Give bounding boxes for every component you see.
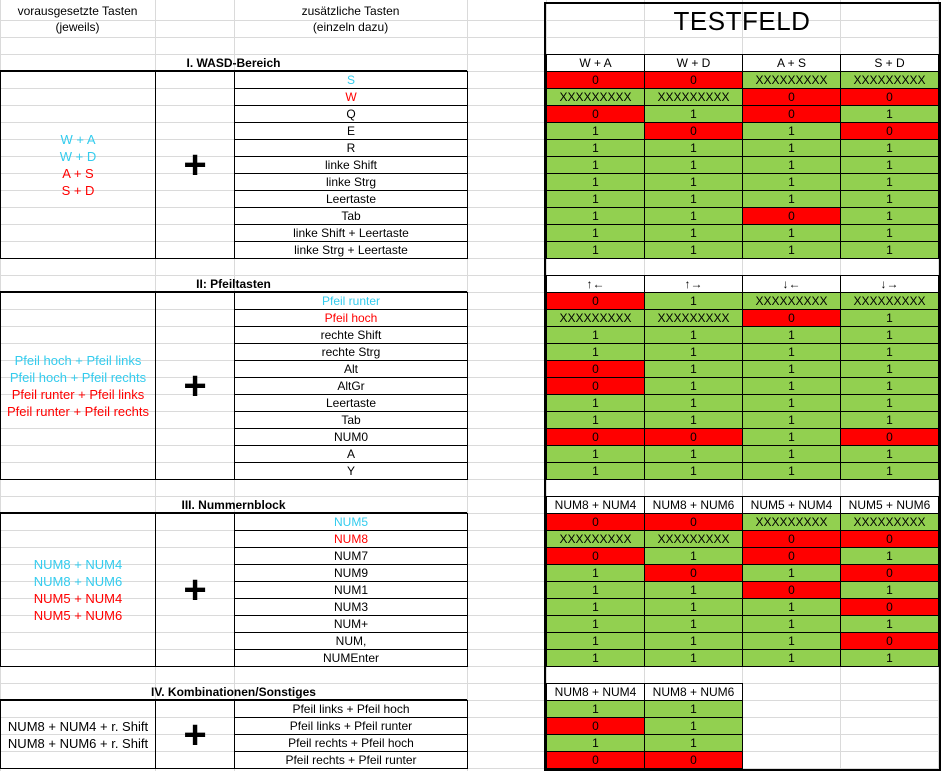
prerequisite-key-combo: Pfeil runter + Pfeil rechts	[7, 404, 149, 419]
testfeld-column-header: NUM8 + NUM4	[546, 683, 645, 701]
additional-key-cell[interactable]: S	[234, 71, 468, 89]
prerequisite-key-combo: NUM8 + NUM6 + r. Shift	[7, 735, 149, 751]
test-result-cell[interactable]: 1	[840, 462, 939, 480]
test-result-cell[interactable]: 1	[644, 615, 743, 633]
test-result-cell[interactable]: 1	[546, 411, 645, 429]
additional-key-cell[interactable]: Alt	[234, 360, 468, 378]
prerequisite-key-combo: NUM5 + NUM6	[33, 608, 123, 623]
test-result-cell[interactable]: XXXXXXXXX	[546, 88, 645, 106]
additional-key-cell[interactable]: Pfeil links + Pfeil hoch	[234, 700, 468, 718]
test-result-cell[interactable]: 1	[840, 360, 939, 378]
test-result-cell[interactable]: 1	[644, 156, 743, 174]
test-result-cell[interactable]: 1	[742, 360, 841, 378]
test-result-cell[interactable]: 0	[742, 207, 841, 225]
header-prerequisite-line2: (jeweils)	[55, 20, 100, 34]
test-result-cell[interactable]: 1	[840, 190, 939, 208]
header-prerequisite-line1: vorausgesetzte Tasten	[17, 4, 138, 18]
test-result-cell[interactable]: 1	[644, 105, 743, 123]
plus-sign: +	[155, 292, 235, 480]
test-result-cell[interactable]: XXXXXXXXX	[840, 71, 939, 89]
test-result-cell[interactable]: 1	[546, 224, 645, 242]
test-result-cell[interactable]: XXXXXXXXX	[840, 513, 939, 531]
test-result-cell[interactable]: 1	[546, 343, 645, 361]
test-result-cell[interactable]: 1	[742, 411, 841, 429]
test-result-cell[interactable]: 1	[644, 700, 743, 718]
test-result-cell[interactable]: 1	[742, 343, 841, 361]
test-result-cell[interactable]: 1	[840, 615, 939, 633]
test-result-cell[interactable]: 1	[546, 598, 645, 616]
test-result-cell[interactable]: XXXXXXXXX	[546, 530, 645, 548]
test-result-cell[interactable]: 1	[840, 343, 939, 361]
test-result-cell[interactable]: 1	[742, 445, 841, 463]
test-result-cell[interactable]: 1	[840, 394, 939, 412]
test-result-cell[interactable]: 1	[644, 343, 743, 361]
header-additional-line2: (einzeln dazu)	[312, 20, 389, 34]
prerequisite-key-combo: Pfeil runter + Pfeil links	[11, 387, 145, 402]
test-result-cell[interactable]: 1	[840, 207, 939, 225]
test-result-cell[interactable]: 1	[644, 734, 743, 752]
header-additional-line1: zusätzliche Tasten	[301, 4, 400, 18]
testfeld-column-header: NUM8 + NUM4	[546, 496, 645, 514]
prerequisite-key-combo: S + D	[61, 183, 95, 198]
test-result-cell[interactable]: 0	[742, 530, 841, 548]
additional-key-cell[interactable]: Tab	[234, 411, 468, 429]
test-result-cell[interactable]: 1	[644, 632, 743, 650]
test-result-cell[interactable]: 1	[644, 649, 743, 667]
test-result-cell[interactable]: 0	[644, 428, 743, 446]
test-result-cell[interactable]: 1	[742, 122, 841, 140]
test-result-cell[interactable]: 1	[546, 581, 645, 599]
testfeld-column-header: NUM5 + NUM4	[742, 496, 841, 514]
additional-key-cell[interactable]: Pfeil links + Pfeil runter	[234, 717, 468, 735]
additional-key-cell[interactable]: Pfeil rechts + Pfeil runter	[234, 751, 468, 769]
testfeld-column-header: ↑←	[546, 275, 645, 293]
test-result-cell[interactable]: XXXXXXXXX	[742, 71, 841, 89]
test-result-cell[interactable]: 1	[840, 156, 939, 174]
section-title: I. WASD-Bereich	[186, 55, 281, 70]
testfeld-column-header: W + D	[644, 54, 743, 72]
prerequisite-key-combo: A + S	[62, 166, 94, 181]
test-result-cell[interactable]: 1	[840, 445, 939, 463]
test-result-cell[interactable]: 0	[840, 88, 939, 106]
test-result-cell[interactable]: 1	[644, 394, 743, 412]
prerequisite-key-combo: Pfeil hoch + Pfeil links	[14, 353, 142, 368]
test-result-cell[interactable]: 0	[840, 564, 939, 582]
additional-key-cell[interactable]: linke Shift	[234, 156, 468, 174]
test-result-cell[interactable]: 1	[742, 394, 841, 412]
testfeld-title-divider	[544, 54, 941, 55]
additional-key-cell[interactable]: E	[234, 122, 468, 140]
test-result-cell[interactable]: 1	[546, 190, 645, 208]
test-result-cell[interactable]: 1	[742, 615, 841, 633]
test-result-cell[interactable]: 0	[742, 309, 841, 327]
test-result-cell[interactable]: 1	[644, 326, 743, 344]
test-result-cell[interactable]: 0	[742, 581, 841, 599]
prerequisite-key-combo: W + D	[59, 149, 97, 164]
additional-key-cell[interactable]: Y	[234, 462, 468, 480]
test-result-cell[interactable]: 1	[546, 462, 645, 480]
additional-key-cell[interactable]: NUMEnter	[234, 649, 468, 667]
test-result-cell[interactable]: 1	[546, 734, 645, 752]
test-result-cell[interactable]: 1	[546, 615, 645, 633]
plus-sign: +	[155, 700, 235, 769]
test-result-cell[interactable]: 0	[546, 513, 645, 531]
plus-sign: +	[155, 71, 235, 259]
test-result-cell[interactable]: 1	[546, 207, 645, 225]
testfeld-column-header: ↑→	[644, 275, 743, 293]
additional-key-cell[interactable]: NUM,	[234, 632, 468, 650]
test-result-cell[interactable]: 0	[742, 88, 841, 106]
test-result-cell[interactable]: 1	[742, 462, 841, 480]
test-result-cell[interactable]: 1	[742, 564, 841, 582]
test-result-cell[interactable]: 1	[644, 292, 743, 310]
section-title: IV. Kombinationen/Sonstiges	[151, 684, 316, 699]
additional-key-cell[interactable]: Tab	[234, 207, 468, 225]
test-result-cell[interactable]: 1	[644, 190, 743, 208]
test-result-cell[interactable]: 1	[840, 377, 939, 395]
testfeld-column-header: S + D	[840, 54, 939, 72]
test-result-cell[interactable]: 0	[840, 598, 939, 616]
test-result-cell[interactable]: 1	[546, 173, 645, 191]
additional-key-cell[interactable]: NUM3	[234, 598, 468, 616]
testfeld-column-header: W + A	[546, 54, 645, 72]
test-result-cell[interactable]: 1	[742, 190, 841, 208]
test-result-cell[interactable]: 1	[742, 241, 841, 259]
additional-key-cell[interactable]: W	[234, 88, 468, 106]
test-result-cell[interactable]: XXXXXXXXX	[644, 530, 743, 548]
prerequisite-keys-block	[0, 513, 156, 667]
test-result-cell[interactable]: 0	[644, 71, 743, 89]
additional-key-cell[interactable]: NUM9	[234, 564, 468, 582]
test-result-cell[interactable]: 1	[840, 649, 939, 667]
test-result-cell[interactable]: 1	[644, 462, 743, 480]
test-result-cell[interactable]: 1	[546, 139, 645, 157]
test-result-cell[interactable]: 1	[546, 700, 645, 718]
test-result-cell[interactable]: 1	[644, 207, 743, 225]
additional-key-cell[interactable]: Pfeil rechts + Pfeil hoch	[234, 734, 468, 752]
test-result-cell[interactable]: 1	[742, 224, 841, 242]
additional-key-cell[interactable]: linke Strg	[234, 173, 468, 191]
test-result-cell[interactable]: 1	[546, 122, 645, 140]
test-result-cell[interactable]: 1	[546, 649, 645, 667]
test-result-cell[interactable]: 1	[742, 649, 841, 667]
test-result-cell[interactable]: 0	[546, 428, 645, 446]
test-result-cell[interactable]: 1	[644, 598, 743, 616]
test-result-cell[interactable]: XXXXXXXXX	[840, 292, 939, 310]
additional-key-cell[interactable]: NUM8	[234, 530, 468, 548]
test-result-cell[interactable]: XXXXXXXXX	[742, 513, 841, 531]
test-result-cell[interactable]: 1	[644, 445, 743, 463]
test-result-cell[interactable]: 1	[742, 428, 841, 446]
test-result-cell[interactable]: 1	[644, 377, 743, 395]
prerequisite-key-combo: NUM8 + NUM4	[33, 557, 123, 572]
test-result-cell[interactable]: XXXXXXXXX	[644, 309, 743, 327]
additional-key-cell[interactable]: NUM1	[234, 581, 468, 599]
test-result-cell[interactable]: 1	[742, 632, 841, 650]
test-result-cell[interactable]: 1	[742, 326, 841, 344]
header-additional-keys	[234, 2, 467, 36]
test-result-cell[interactable]: 0	[742, 547, 841, 565]
test-result-cell[interactable]: 1	[546, 326, 645, 344]
test-result-cell[interactable]: 1	[840, 581, 939, 599]
additional-key-cell[interactable]: AltGr	[234, 377, 468, 395]
test-result-cell[interactable]: 1	[644, 173, 743, 191]
test-result-cell[interactable]: 1	[840, 139, 939, 157]
test-result-cell[interactable]: 1	[840, 105, 939, 123]
testfeld-column-header: NUM8 + NUM6	[644, 496, 743, 514]
test-result-cell[interactable]: 1	[644, 717, 743, 735]
test-result-cell[interactable]: 1	[546, 394, 645, 412]
test-result-cell[interactable]: 0	[546, 377, 645, 395]
test-result-cell[interactable]: 1	[742, 598, 841, 616]
test-result-cell[interactable]: 1	[840, 309, 939, 327]
test-result-cell[interactable]: 1	[742, 156, 841, 174]
prerequisite-key-combo: NUM5 + NUM4	[33, 591, 123, 606]
testfeld-column-header: A + S	[742, 54, 841, 72]
prerequisite-keys-block	[0, 700, 156, 769]
additional-key-cell[interactable]: linke Strg + Leertaste	[234, 241, 468, 259]
test-result-cell[interactable]: 0	[840, 428, 939, 446]
test-result-cell[interactable]: 0	[644, 751, 743, 769]
testfeld-column-header: ↓→	[840, 275, 939, 293]
test-result-cell[interactable]: 1	[546, 156, 645, 174]
prerequisite-key-combo: NUM8 + NUM6	[33, 574, 123, 589]
testfeld-column-header: NUM8 + NUM6	[644, 683, 743, 701]
additional-key-cell[interactable]: NUM7	[234, 547, 468, 565]
additional-key-cell[interactable]: rechte Shift	[234, 326, 468, 344]
test-result-cell[interactable]: 0	[546, 360, 645, 378]
test-result-cell[interactable]: 1	[546, 445, 645, 463]
test-result-cell[interactable]: 1	[840, 326, 939, 344]
testfeld-column-header: ↓←	[742, 275, 841, 293]
test-result-cell[interactable]: 0	[546, 717, 645, 735]
test-result-cell[interactable]: 1	[644, 241, 743, 259]
test-result-cell[interactable]: 1	[742, 173, 841, 191]
test-result-cell[interactable]: 0	[644, 513, 743, 531]
test-result-cell[interactable]: 1	[546, 241, 645, 259]
additional-key-cell[interactable]: NUM0	[234, 428, 468, 446]
test-result-cell[interactable]: 1	[644, 581, 743, 599]
prerequisite-key-combo: NUM8 + NUM4 + r. Shift	[7, 718, 149, 734]
test-result-cell[interactable]: XXXXXXXXX	[546, 309, 645, 327]
additional-key-cell[interactable]: Q	[234, 105, 468, 123]
test-result-cell[interactable]: 1	[644, 360, 743, 378]
test-result-cell[interactable]: 1	[840, 411, 939, 429]
test-result-cell[interactable]: 1	[644, 224, 743, 242]
section-title: III. Nummernblock	[181, 497, 286, 512]
prerequisite-key-combo: W + A	[60, 132, 96, 147]
test-result-cell[interactable]: 1	[840, 173, 939, 191]
test-result-cell[interactable]: 0	[546, 751, 645, 769]
testfeld-title: TESTFELD	[673, 6, 811, 36]
prerequisite-keys-block	[0, 71, 156, 259]
testfeld-column-header: NUM5 + NUM6	[840, 496, 939, 514]
test-result-cell[interactable]: 1	[546, 632, 645, 650]
test-result-cell[interactable]: 1	[644, 139, 743, 157]
plus-sign: +	[155, 513, 235, 667]
test-result-cell[interactable]: 0	[546, 71, 645, 89]
test-result-cell[interactable]: 1	[644, 411, 743, 429]
test-result-cell[interactable]: 1	[742, 377, 841, 395]
test-result-cell[interactable]: 0	[644, 564, 743, 582]
section-title: II: Pfeiltasten	[196, 276, 271, 291]
test-result-cell[interactable]: 1	[840, 547, 939, 565]
test-result-cell[interactable]: XXXXXXXXX	[644, 88, 743, 106]
additional-key-cell[interactable]: Pfeil runter	[234, 292, 468, 310]
additional-key-cell[interactable]: NUM+	[234, 615, 468, 633]
additional-key-cell[interactable]: NUM5	[234, 513, 468, 531]
header-prerequisite-keys	[0, 2, 155, 36]
additional-key-cell[interactable]: rechte Strg	[234, 343, 468, 361]
test-result-cell[interactable]: 1	[840, 224, 939, 242]
test-result-cell[interactable]: 1	[840, 241, 939, 259]
additional-key-cell[interactable]: Leertaste	[234, 394, 468, 412]
additional-key-cell[interactable]: Leertaste	[234, 190, 468, 208]
test-result-cell[interactable]: 0	[840, 530, 939, 548]
additional-key-cell[interactable]: linke Shift + Leertaste	[234, 224, 468, 242]
additional-key-cell[interactable]: Pfeil hoch	[234, 309, 468, 327]
additional-key-cell[interactable]: A	[234, 445, 468, 463]
additional-key-cell[interactable]: R	[234, 139, 468, 157]
test-result-cell[interactable]: 0	[546, 547, 645, 565]
test-result-cell[interactable]: 0	[840, 122, 939, 140]
test-result-cell[interactable]: 0	[742, 105, 841, 123]
test-result-cell[interactable]: 1	[546, 564, 645, 582]
test-result-cell[interactable]: 1	[644, 547, 743, 565]
test-result-cell[interactable]: 0	[644, 122, 743, 140]
test-result-cell[interactable]: 0	[840, 632, 939, 650]
prerequisite-keys-block	[0, 292, 156, 480]
test-result-cell[interactable]: 0	[546, 292, 645, 310]
prerequisite-key-combo: Pfeil hoch + Pfeil rechts	[9, 370, 147, 385]
test-result-cell[interactable]: XXXXXXXXX	[742, 292, 841, 310]
test-result-cell[interactable]: 0	[546, 105, 645, 123]
test-result-cell[interactable]: 1	[742, 139, 841, 157]
